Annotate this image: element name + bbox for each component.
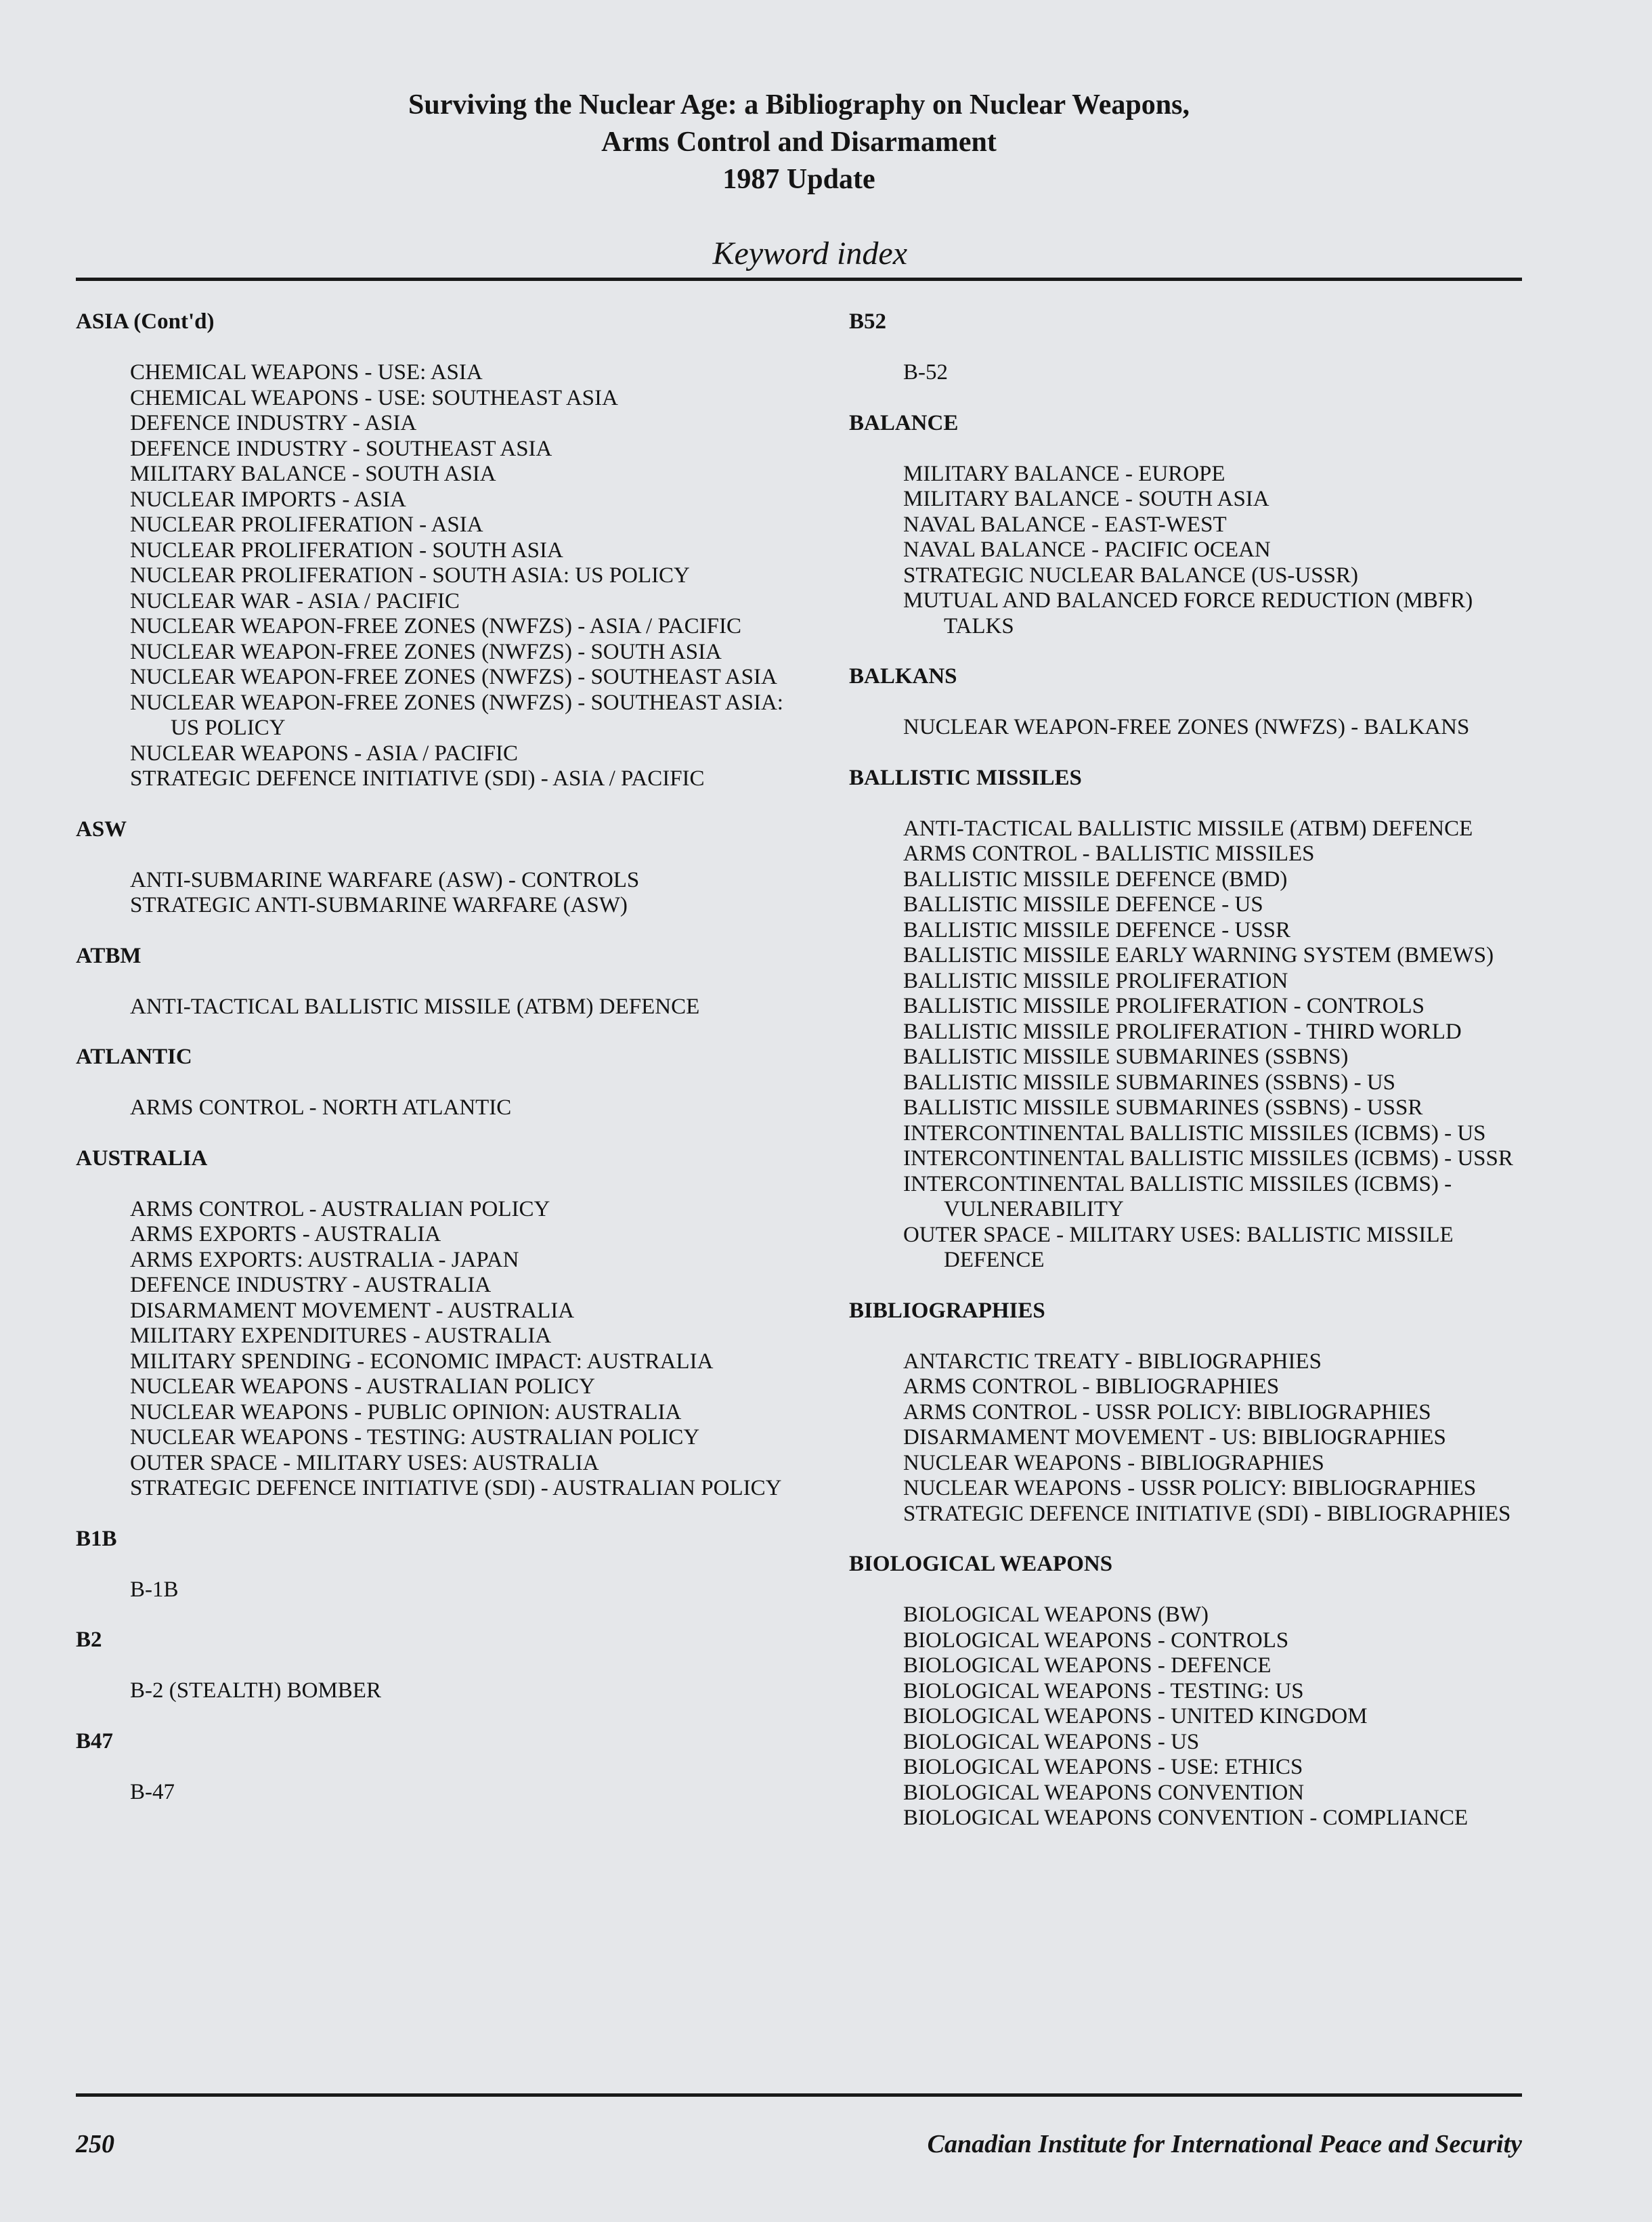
keyword-heading: ATBM: [76, 943, 142, 968]
keyword-heading: BIOLOGICAL WEAPONS: [849, 1552, 1113, 1576]
index-entry: BIOLOGICAL WEAPONS CONVENTION - COMPLIANCE: [903, 1806, 1469, 1830]
index-entry: NUCLEAR WEAPON-FREE ZONES (NWFZS) - SOUTH ASIA: [130, 639, 722, 664]
entry-list: [76, 1197, 787, 1502]
index-entry: STRATEGIC DEFENCE INITIATIVE (SDI) - BIBLIOGRAPHIES: [903, 1501, 1511, 1526]
index-entry: INTERCONTINENTAL BALLISTIC MISSILES (ICBMS) - US: [903, 1120, 1486, 1146]
index-section: [76, 1146, 787, 1502]
index-section: [849, 663, 1533, 741]
index-entry: BIOLOGICAL WEAPONS (BW): [903, 1603, 1209, 1627]
page-title: [0, 87, 1598, 198]
index-entry: BALLISTIC MISSILE EARLY WARNING SYSTEM (BMEWS): [903, 943, 1494, 967]
index-entry: BIOLOGICAL WEAPONS - TESTING: US: [903, 1678, 1304, 1703]
index-entry: NUCLEAR WEAPON-FREE ZONES (NWFZS) - ASIA / PACIFIC: [130, 614, 741, 638]
index-entry: STRATEGIC DEFENCE INITIATIVE (SDI) - AUSTRALIAN POLICY: [130, 1476, 782, 1500]
index-entry: NUCLEAR WEAPONS - PUBLIC OPINION: AUSTRALIA: [130, 1399, 682, 1424]
entry-list: [76, 360, 787, 792]
index-column-right: [849, 309, 1533, 1856]
index-entry: B-47: [130, 1779, 175, 1804]
index-entry: NUCLEAR WEAPONS - TESTING: AUSTRALIAN POLICY: [130, 1425, 700, 1450]
index-entry: MILITARY SPENDING - ECONOMIC IMPACT: AUSTRALIA: [130, 1349, 714, 1374]
index-entry: MILITARY EXPENDITURES - AUSTRALIA: [130, 1324, 552, 1348]
keyword-heading: BALLISTIC MISSILES: [849, 765, 1082, 790]
index-entry: ANTARCTIC TREATY - BIBLIOGRAPHIES: [903, 1349, 1322, 1374]
keyword-heading: ASW: [76, 816, 127, 842]
index-entry: DEFENCE INDUSTRY - SOUTHEAST ASIA: [130, 436, 552, 461]
index-entry: NAVAL BALANCE - PACIFIC OCEAN: [903, 538, 1271, 562]
title-line-2: Arms Control and Disarmament: [601, 127, 997, 158]
index-entry: NUCLEAR WEAPONS - ASIA / PACIFIC: [130, 741, 519, 766]
index-section: [76, 1627, 787, 1704]
index-entry: DISARMAMENT MOVEMENT - AUSTRALIA: [130, 1298, 575, 1323]
publisher-name: Canadian Institute for International Peace and Security: [927, 2130, 1522, 2158]
index-entry: BIOLOGICAL WEAPONS - CONTROLS: [903, 1628, 1289, 1653]
title-line-3: 1987 Update: [722, 164, 875, 195]
index-entry: DEFENCE INDUSTRY - ASIA: [130, 411, 417, 435]
entry-list: [849, 816, 1533, 1273]
keyword-heading: BIBLIOGRAPHIES: [849, 1298, 1045, 1323]
entry-list: [76, 1780, 787, 1806]
index-entry: CHEMICAL WEAPONS - USE: ASIA: [130, 360, 483, 385]
index-entry: ARMS EXPORTS: AUSTRALIA - JAPAN: [130, 1247, 519, 1272]
index-entry: OUTER SPACE - MILITARY USES: BALLISTIC MISSILE DEFENCE: [903, 1222, 1459, 1272]
index-entry: NUCLEAR WEAPONS - AUSTRALIAN POLICY: [130, 1374, 595, 1399]
keyword-heading: B52: [849, 309, 887, 334]
entry-list: [849, 715, 1533, 741]
page-number: 250: [76, 2130, 114, 2158]
entry-list: [849, 360, 1533, 386]
index-entry: STRATEGIC ANTI-SUBMARINE WARFARE (ASW): [130, 893, 628, 917]
index-entry: CHEMICAL WEAPONS - USE: SOUTHEAST ASIA: [130, 385, 618, 410]
index-entry: DEFENCE INDUSTRY - AUSTRALIA: [130, 1273, 492, 1297]
index-entry: BIOLOGICAL WEAPONS - UNITED KINGDOM: [903, 1704, 1368, 1728]
index-entry: NUCLEAR PROLIFERATION - SOUTH ASIA: US POLICY: [130, 563, 690, 588]
index-entry: NUCLEAR WEAPONS - USSR POLICY: BIBLIOGRAPHIES: [903, 1476, 1477, 1500]
index-entry: NUCLEAR WEAPON-FREE ZONES (NWFZS) - SOUTHEAST ASIA: [130, 665, 777, 689]
index-section: [76, 1728, 787, 1806]
index-section: [849, 765, 1533, 1273]
index-section: [76, 1526, 787, 1603]
section-label: Keyword index: [712, 236, 907, 271]
index-entry: BIOLOGICAL WEAPONS - US: [903, 1729, 1200, 1754]
keyword-heading: AUSTRALIA: [76, 1146, 208, 1171]
index-entry: NUCLEAR WAR - ASIA / PACIFIC: [130, 588, 460, 613]
index-entry: ARMS CONTROL - USSR POLICY: BIBLIOGRAPHIES: [903, 1399, 1431, 1424]
index-entry: BALLISTIC MISSILE SUBMARINES (SSBNS) - USSR: [903, 1095, 1423, 1120]
index-entry: ARMS CONTROL - NORTH ATLANTIC: [130, 1095, 512, 1120]
index-entry: BIOLOGICAL WEAPONS - DEFENCE: [903, 1653, 1271, 1678]
keyword-heading: B1B: [76, 1526, 117, 1551]
index-entry: BIOLOGICAL WEAPONS - USE: ETHICS: [903, 1755, 1303, 1779]
index-entry: BALLISTIC MISSILE DEFENCE (BMD): [903, 867, 1288, 892]
footer-rule: [76, 2093, 1522, 2097]
entry-list: [76, 1678, 787, 1704]
index-entry: BALLISTIC MISSILE PROLIFERATION: [903, 968, 1288, 993]
index-entry: ANTI-TACTICAL BALLISTIC MISSILE (ATBM) DEFENCE: [903, 816, 1473, 841]
entry-list: [76, 995, 787, 1020]
index-entry: NUCLEAR PROLIFERATION - ASIA: [130, 513, 483, 537]
index-section: [76, 943, 787, 1020]
index-entry: ARMS EXPORTS - AUSTRALIA: [130, 1222, 441, 1246]
index-entry: B-2 (STEALTH) BOMBER: [130, 1678, 381, 1703]
index-entry: ANTI-SUBMARINE WARFARE (ASW) - CONTROLS: [130, 867, 640, 892]
index-entry: B-52: [903, 360, 948, 385]
index-entry: OUTER SPACE - MILITARY USES: AUSTRALIA: [130, 1450, 599, 1475]
index-entry: ANTI-TACTICAL BALLISTIC MISSILE (ATBM) DEFENCE: [130, 994, 700, 1019]
title-line-1: Surviving the Nuclear Age: a Bibliography on Nuclear Weapons,: [408, 89, 1190, 121]
index-entry: MILITARY BALANCE - EUROPE: [903, 461, 1225, 486]
keyword-heading: ASIA (Cont'd): [76, 309, 215, 334]
entry-list: [76, 868, 787, 919]
entry-list: [76, 1577, 787, 1603]
index-entry: ARMS CONTROL - BALLISTIC MISSILES: [903, 842, 1315, 866]
index-section: [849, 410, 1533, 640]
index-entry: NUCLEAR WEAPON-FREE ZONES (NWFZS) - BALKANS: [903, 715, 1470, 739]
index-entry: MILITARY BALANCE - SOUTH ASIA: [903, 487, 1269, 511]
index-section: [76, 816, 787, 919]
index-entry: INTERCONTINENTAL BALLISTIC MISSILES (ICBMS) - VULNERABILITY: [903, 1171, 1457, 1221]
index-column-left: [76, 309, 787, 1829]
index-entry: NUCLEAR IMPORTS - ASIA: [130, 487, 406, 512]
index-entry: ARMS CONTROL - AUSTRALIAN POLICY: [130, 1196, 550, 1221]
index-entry: BALLISTIC MISSILE DEFENCE - USSR: [903, 917, 1291, 942]
index-entry: BALLISTIC MISSILE PROLIFERATION - THIRD WORLD: [903, 1019, 1462, 1044]
keyword-heading: BALANCE: [849, 410, 959, 435]
index-entry: INTERCONTINENTAL BALLISTIC MISSILES (ICBMS) - USSR: [903, 1146, 1513, 1171]
index-entry: NUCLEAR WEAPON-FREE ZONES (NWFZS) - SOUTHEAST ASIA: US POLICY: [130, 690, 789, 740]
index-entry: NAVAL BALANCE - EAST-WEST: [903, 512, 1227, 537]
index-section: [849, 1298, 1533, 1527]
index-entry: NUCLEAR PROLIFERATION - SOUTH ASIA: [130, 538, 563, 563]
index-entry: STRATEGIC DEFENCE INITIATIVE (SDI) - ASIA / PACIFIC: [130, 766, 705, 791]
section-header-rule: [76, 229, 1522, 281]
index-entry: MUTUAL AND BALANCED FORCE REDUCTION (MBFR) TALKS: [903, 588, 1478, 638]
index-entry: STRATEGIC NUCLEAR BALANCE (US-USSR): [903, 563, 1358, 588]
index-section: [76, 309, 787, 792]
index-entry: BALLISTIC MISSILE PROLIFERATION - CONTROLS: [903, 994, 1425, 1018]
index-entry: ARMS CONTROL - BIBLIOGRAPHIES: [903, 1374, 1280, 1399]
index-entry: BALLISTIC MISSILE DEFENCE - US: [903, 892, 1263, 917]
index-section: [849, 1551, 1533, 1831]
index-entry: BALLISTIC MISSILE SUBMARINES (SSBNS): [903, 1045, 1349, 1069]
index-section: [849, 309, 1533, 386]
index-entry: BALLISTIC MISSILE SUBMARINES (SSBNS) - US: [903, 1070, 1396, 1095]
entry-list: [849, 1603, 1533, 1831]
index-section: [76, 1044, 787, 1121]
index-entry: MILITARY BALANCE - SOUTH ASIA: [130, 462, 496, 486]
entry-list: [849, 1349, 1533, 1527]
entry-list: [849, 462, 1533, 640]
index-entry: BIOLOGICAL WEAPONS CONVENTION: [903, 1780, 1305, 1805]
entry-list: [76, 1095, 787, 1121]
index-entry: B-1B: [130, 1577, 179, 1602]
keyword-heading: BALKANS: [849, 664, 957, 689]
index-entry: NUCLEAR WEAPONS - BIBLIOGRAPHIES: [903, 1450, 1324, 1475]
keyword-heading: B47: [76, 1728, 114, 1753]
keyword-heading: ATLANTIC: [76, 1045, 192, 1069]
keyword-heading: B2: [76, 1628, 102, 1652]
index-entry: DISARMAMENT MOVEMENT - US: BIBLIOGRAPHIES: [903, 1425, 1446, 1450]
